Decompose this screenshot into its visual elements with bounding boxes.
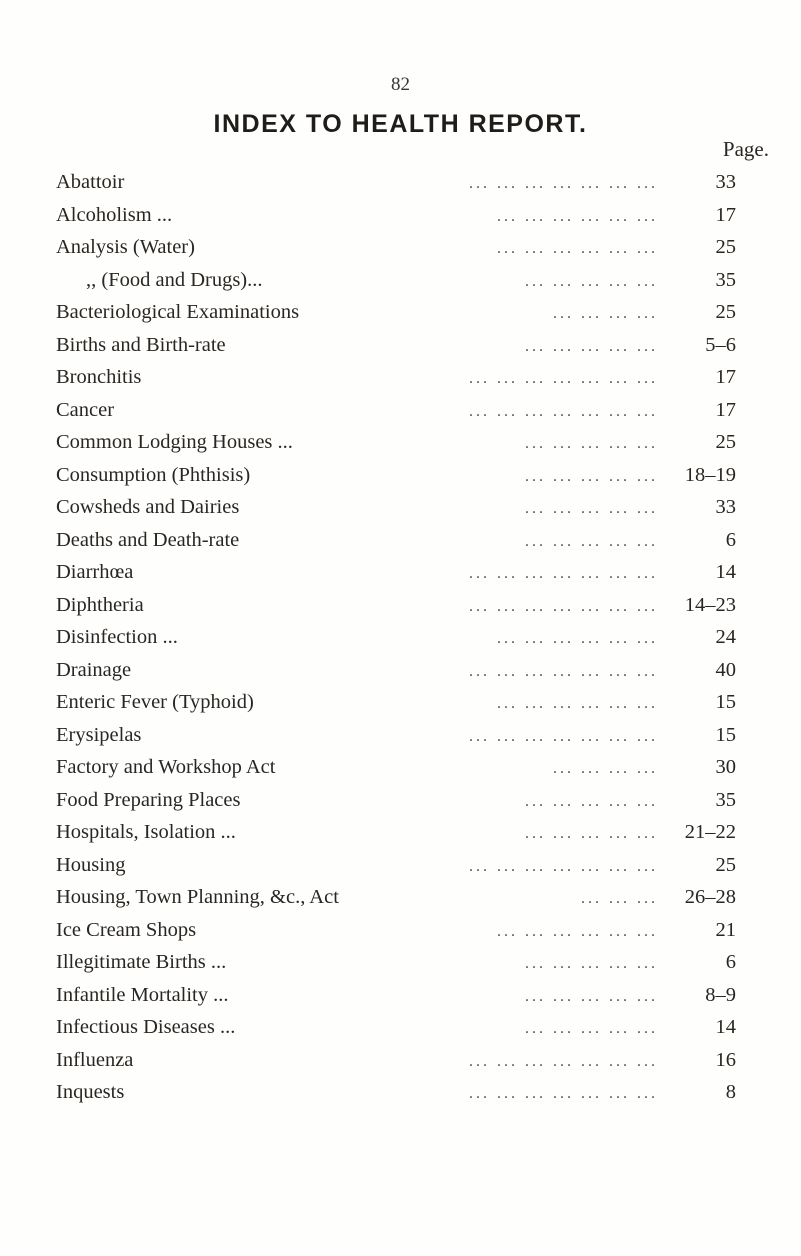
entry-label: ,, (Food and Drugs)...	[86, 268, 263, 291]
entry-leader-dots: ... ... ... ...	[553, 305, 658, 322]
entry-leader-dots: ... ... ... ... ... ...	[497, 207, 658, 225]
index-entry-births	[56, 329, 736, 362]
entry-page-number: 15	[715, 691, 736, 713]
index-entry-alcoholism	[56, 199, 736, 232]
entry-leader-dots: ... ... ... ... ... ...	[497, 922, 658, 940]
entry-page-number: 21–22	[684, 821, 736, 843]
entry-leader-dots: ... ... ... ... ... ... ...	[469, 402, 658, 420]
index-entry-influenza	[56, 1044, 736, 1077]
entry-page-number: 5–6	[705, 333, 736, 356]
index-entry-bacteriological	[56, 296, 736, 329]
entry-page-number: 16	[715, 1048, 736, 1071]
entry-label: Inquests	[56, 1081, 125, 1103]
index-entry-factory-workshop	[56, 751, 736, 784]
entry-page-number: 25	[715, 236, 736, 258]
index-entry-analysis-food-drugs	[56, 264, 736, 297]
entry-leader-dots: ... ... ... ...	[553, 760, 658, 777]
entry-label: Housing	[56, 853, 126, 876]
entry-leader-dots: ... ... ... ... ...	[525, 435, 658, 452]
entry-leader-dots: ... ... ... ... ... ...	[497, 630, 658, 647]
index-entry-diphtheria	[56, 589, 736, 622]
entry-label: Alcoholism ...	[56, 203, 173, 226]
entry-leader-dots: ... ... ... ... ... ... ...	[469, 662, 658, 680]
entry-label: Bronchitis	[56, 366, 142, 388]
entry-page-number: 8–9	[705, 983, 736, 1006]
entry-leader-dots: ... ... ... ... ... ... ...	[469, 597, 658, 615]
entry-leader-dots: ... ... ... ... ... ... ...	[469, 1052, 658, 1070]
entry-leader-dots: ... ... ... ... ... ... ...	[469, 370, 658, 387]
entry-page-number: 25	[715, 301, 736, 323]
entry-leader-dots: ... ... ... ... ...	[525, 955, 658, 972]
entry-label: Cowsheds and Dairies	[56, 496, 240, 518]
page-number: 82	[391, 74, 410, 95]
entry-label: Common Lodging Houses ...	[56, 431, 293, 453]
entry-label: Enteric Fever (Typhoid)	[56, 691, 254, 713]
entry-page-number: 26–28	[684, 886, 736, 908]
index-entry-hospitals	[56, 816, 736, 849]
entry-label: Consumption (Phthisis)	[56, 463, 251, 486]
entry-page-number: 6	[725, 951, 736, 973]
entry-leader-dots: ... ... ... ... ... ... ...	[469, 727, 658, 745]
entry-label: Diphtheria	[56, 593, 144, 616]
entry-leader-dots: ... ... ... ... ... ...	[497, 695, 658, 712]
entry-label: Housing, Town Planning, &c., Act	[56, 886, 339, 908]
entry-label: Bacteriological Examinations	[56, 301, 300, 323]
entry-page-number: 14–23	[684, 593, 736, 616]
entry-leader-dots: ... ... ... ... ...	[525, 987, 658, 1005]
entry-label: Illegitimate Births ...	[56, 951, 227, 973]
entry-page-number: 14	[715, 561, 736, 583]
entry-page-number: 30	[715, 756, 736, 778]
entry-page-number: 35	[715, 788, 736, 811]
entry-label: Erysipelas	[56, 723, 142, 746]
entry-label: Deaths and Death-rate	[56, 528, 240, 551]
index-entry-food-preparing	[56, 784, 736, 817]
index-entry-illegitimate-births	[56, 946, 736, 979]
index-entry-deaths	[56, 524, 736, 557]
entry-label: Analysis (Water)	[56, 236, 195, 258]
entry-leader-dots: ... ... ...	[581, 890, 658, 907]
index-list	[56, 166, 736, 1109]
page-title: INDEX TO HEALTH REPORT.	[213, 110, 588, 138]
index-entry-drainage	[56, 654, 736, 687]
entry-page-number: 17	[715, 203, 736, 226]
entry-leader-dots: ... ... ... ... ...	[525, 337, 658, 355]
index-entry-housing	[56, 849, 736, 882]
entry-page-number: 17	[715, 366, 736, 388]
index-entry-enteric-fever	[56, 686, 736, 719]
entry-label: Drainage	[56, 658, 132, 681]
entry-page-number: 33	[715, 496, 736, 518]
entry-leader-dots: ... ... ... ... ...	[525, 500, 658, 517]
index-entry-diarrhoea	[56, 556, 736, 589]
entry-label: Infantile Mortality ...	[56, 983, 229, 1006]
index-entry-inquests	[56, 1076, 736, 1109]
entry-label: Influenza	[56, 1048, 134, 1071]
index-entry-ice-cream	[56, 914, 736, 947]
entry-page-number: 24	[715, 626, 736, 648]
entry-page-number: 35	[715, 268, 736, 291]
entry-label: Births and Birth-rate	[56, 333, 226, 356]
index-entry-common-lodging	[56, 426, 736, 459]
entry-label: Food Preparing Places	[56, 788, 241, 811]
entry-leader-dots: ... ... ... ... ... ... ...	[469, 175, 658, 192]
entry-label: Disinfection ...	[56, 626, 178, 648]
index-entry-cancer	[56, 394, 736, 427]
entry-label: Diarrhœa	[56, 561, 134, 583]
entry-leader-dots: ... ... ... ... ... ...	[497, 240, 658, 257]
index-entry-cowsheds	[56, 491, 736, 524]
entry-label: Ice Cream Shops	[56, 918, 197, 941]
index-entry-bronchitis	[56, 361, 736, 394]
entry-leader-dots: ... ... ... ... ...	[525, 532, 658, 550]
index-entry-disinfection	[56, 621, 736, 654]
entry-page-number: 8	[725, 1081, 736, 1103]
index-entry-analysis-water	[56, 231, 736, 264]
entry-page-number: 14	[715, 1016, 736, 1038]
entry-label: Abattoir	[56, 171, 125, 193]
index-entry-abattoir	[56, 166, 736, 199]
entry-page-number: 33	[715, 171, 736, 193]
entry-leader-dots: ... ... ... ... ...	[525, 792, 658, 810]
entry-leader-dots: ... ... ... ... ... ... ...	[469, 565, 658, 582]
entry-page-number: 40	[715, 658, 736, 681]
entry-leader-dots: ... ... ... ... ... ... ...	[469, 1085, 658, 1102]
index-entry-infantile-mortality	[56, 979, 736, 1012]
entry-page-number: 17	[715, 398, 736, 421]
index-entry-consumption	[56, 459, 736, 492]
entry-page-number: 21	[715, 918, 736, 941]
index-entry-housing-town-planning	[56, 881, 736, 914]
entry-leader-dots: ... ... ... ... ...	[525, 825, 658, 842]
entry-label: Cancer	[56, 398, 115, 421]
entry-label: Hospitals, Isolation ...	[56, 821, 236, 843]
entry-page-number: 6	[725, 528, 736, 551]
entry-leader-dots: ... ... ... ... ... ... ...	[469, 857, 658, 875]
entry-leader-dots: ... ... ... ... ...	[525, 272, 658, 290]
entry-leader-dots: ... ... ... ... ...	[525, 467, 658, 485]
index-entry-infectious-diseases	[56, 1011, 736, 1044]
entry-leader-dots: ... ... ... ... ...	[525, 1020, 658, 1037]
entry-page-number: 15	[715, 723, 736, 746]
entry-page-number: 25	[715, 431, 736, 453]
index-entry-erysipelas	[56, 719, 736, 752]
entry-page-number: 18–19	[684, 463, 736, 486]
page-column-heading: Page.	[722, 137, 769, 161]
entry-page-number: 25	[715, 853, 736, 876]
entry-label: Factory and Workshop Act	[56, 756, 276, 778]
entry-label: Infectious Diseases ...	[56, 1016, 236, 1038]
